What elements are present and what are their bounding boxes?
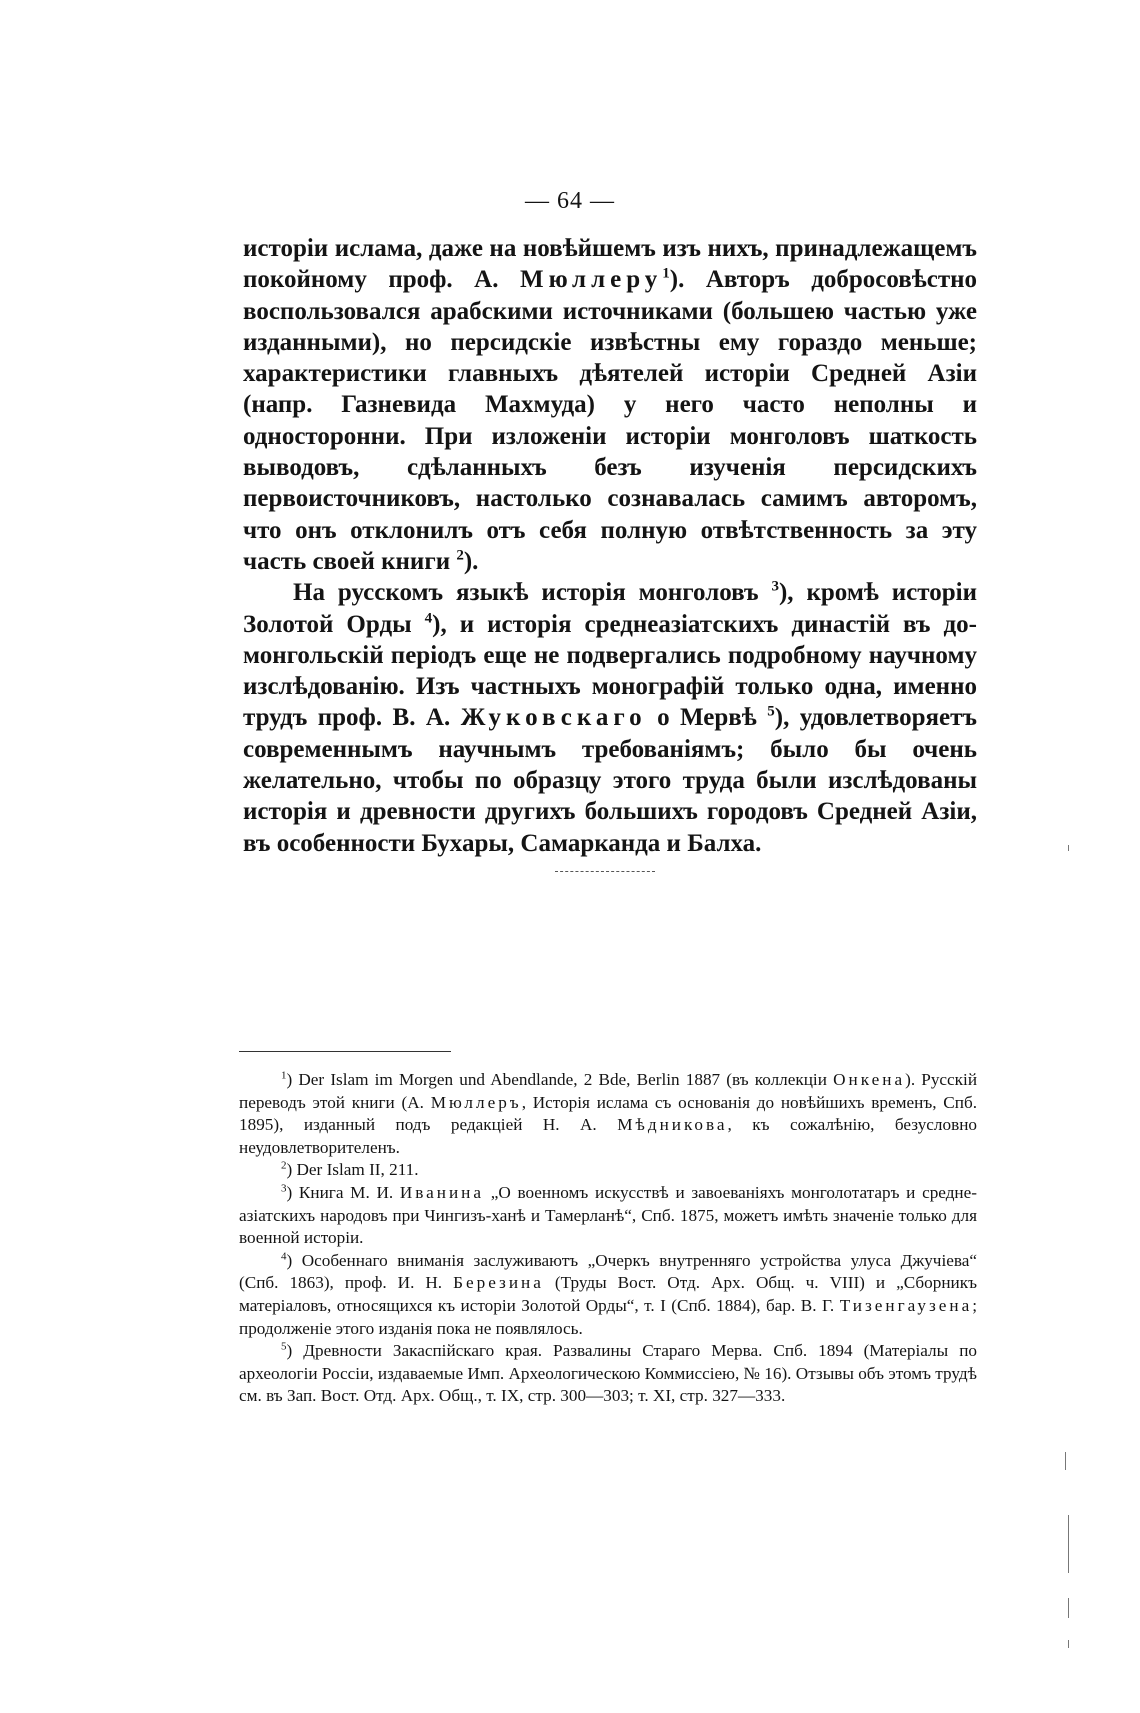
footnote-4 [239,1250,977,1340]
page-number: — 64 — [525,188,615,214]
footnotes [239,1069,977,1408]
footnote-ref-1: 1 [662,265,670,282]
footnote-1-text-c: , Исторія ислама съ основанія до новѣйшихъ временъ, Спб. 1895), изданный подъ редакціей Н. А. [239,1092,977,1135]
paragraph-2-text-b: ), кромѣ исторіи Золотой Орды [243,579,977,638]
paragraph-2 [243,577,977,859]
footnote-1-number: 1 [281,1069,287,1082]
footnote-2 [239,1159,977,1182]
footnote-separator [239,1051,451,1052]
paragraph-2-text-a: На русскомъ языкѣ исторія монголовъ [293,579,759,607]
main-text [243,233,977,859]
paragraph-2-text-d: о Мервѣ [657,704,757,732]
scan-mark-4 [1068,1640,1069,1648]
footnote-ref-5: 5 [767,704,775,721]
footnote-4-number: 4 [281,1250,287,1263]
paragraph-1-text-a: исторіи ислама, даже на новѣйшемъ изъ нихъ, принадлежащемъ покойному проф. А. [243,235,977,294]
footnote-3-name-ivanin: Иванина [399,1182,485,1202]
footnote-5-number: 5 [281,1340,287,1353]
footnote-5 [239,1340,977,1408]
footnote-1-name-mednikov: Мѣдникова [617,1115,728,1135]
author-name-muller: Мюллеру [519,266,663,294]
footnote-4-text-a: ) Особеннаго вниманія заслуживаютъ „Очеркъ внутренняго устройства улуса Джучіева“ (Спб. 1863), проф. И. Н. [239,1250,977,1293]
paragraph-2-text-c: ), и исторія среднеазіатскихъ династій въ до-монгольскій періодъ еще не подвергались подробному научному изслѣдованію. Изъ частныхъ монографій только одна, именно трудъ проф. В. А. [243,610,977,732]
footnote-1-text-b: ). Русскій переводъ этой книги (А. [239,1070,978,1112]
footnote-2-text: ) Der Islam II, 211. [286,1160,419,1180]
section-end-rule [555,871,655,872]
footnote-4-text-b: (Труды Вост. Отд. Арх. Общ. ч. VIII) и „Сборникъ матеріаловъ, относящихся къ исторіи Золотой Орды“, т. I (Спб. 1884), бар. В. Г. [239,1273,977,1315]
paragraph-1-text-c: ). [463,547,479,575]
footnote-4-text-c: ; продолженіе этого изданія пока не появлялось. [239,1295,977,1338]
scan-mark-3 [1068,1598,1069,1618]
footnote-3-text-a: ) Книга М. И. [286,1182,394,1202]
scan-mark-2 [1068,1515,1069,1573]
footnote-1-text-d: , къ сожалѣнію, безусловно неудовлетворителенъ. [239,1115,978,1157]
author-name-zhukovsky: Жуковскаго [460,704,647,732]
footnote-2-number: 2 [281,1159,287,1172]
paragraph-1 [243,233,977,577]
footnote-3 [239,1182,977,1250]
footnote-1-text-a: ) Der Islam im Morgen und Abendlande, 2 Bde, Berlin 1887 (въ коллекціи [286,1070,827,1089]
footnote-1-name-muller: Мюллеръ [430,1092,522,1112]
paragraph-1-text-b: ). Авторъ добросовѣстно воспользовался арабскими источниками (большею частью уже изданными), но персидскіе извѣстны ему гораздо меньше; характеристики главныхъ дѣятелей исторіи Средней Азіи (напр. Газневида Махмуда) у него часто неполны и односторонни. При изложеніи исторіи монголовъ шаткость выводовъ, сдѣланныхъ безъ изученія персидскихъ первоисточниковъ, настолько сознавалась самимъ авторомъ, что онъ отклонилъ отъ себя полную отвѣтственность за эту часть своей книги [243,266,978,575]
footnote-ref-4: 4 [424,610,433,627]
footnote-ref-2: 2 [456,547,464,564]
footnote-3-number: 3 [281,1182,287,1195]
footnote-3-text-b: „О военномъ искусствѣ и завоеваніяхъ монголотатаръ и средне-азіатскихъ народовъ при Чингизъ-ханѣ и Тамерланѣ“, Спб. 1875, можетъ имѣть значеніе только для военной исторіи. [239,1182,977,1248]
scan-mark-5 [1068,845,1069,851]
scan-mark-1 [1065,1452,1066,1470]
paragraph-2-text-e: ), удовлетворяетъ современнымъ научнымъ требованіямъ; было бы очень желательно, чтобы по образцу этого труда были изслѣдованы исторія и древности другихъ большихъ городовъ Средней Азіи, въ особенности Бухары, Самарканда и Балха. [243,704,978,857]
footnote-1 [239,1069,977,1159]
footnote-5-text: ) Древности Закаспійскаго края. Развалины Стараго Мерва. Спб. 1894 (Матеріалы по археологіи Россіи, издаваемые Имп. Археологическою Коммиссіею, № 16). Отзывы объ этомъ трудѣ см. въ Зап. Вост. Отд. Арх. Общ., т. IX, стр. 300—303; т. XI, стр. 327—333. [239,1341,977,1406]
footnote-1-name-onken: Онкена [833,1070,906,1089]
footnote-4-name-berezin: Березина [453,1273,544,1293]
footnote-ref-3: 3 [771,578,779,595]
footnote-4-name-tiesenhausen: Тизенгаузена [839,1295,973,1315]
